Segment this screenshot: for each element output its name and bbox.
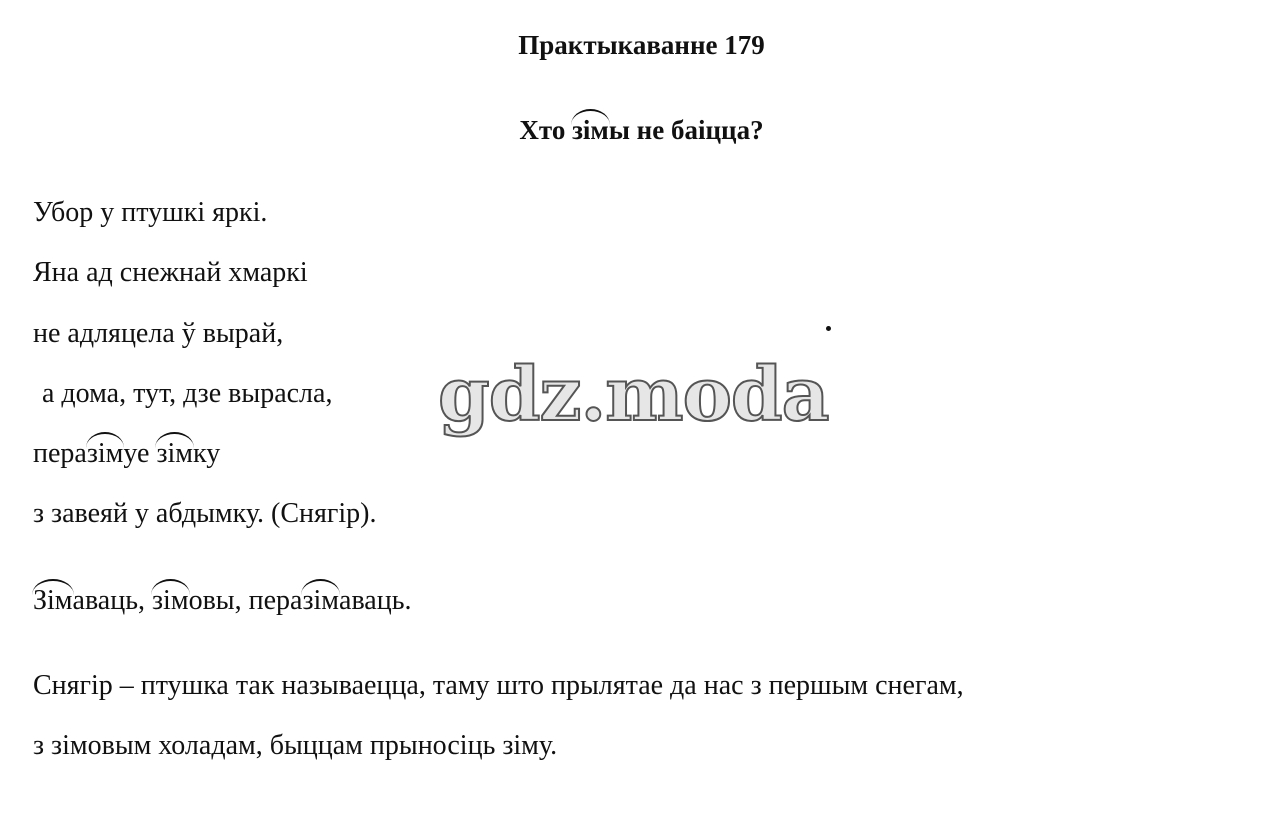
poem-line-5-e: ку [193,438,221,469]
word-list [33,585,411,617]
poem-line-5 [33,438,220,470]
word-2-rest: овы, [188,585,249,616]
root-arc: зім [152,585,189,616]
explanation-line-1: Снягір – птушка так называецца, таму што прылятае да нас з першым снегам, [33,670,964,701]
poem-title [0,115,1283,146]
poem-line-2: Яна ад снежнай хмаркі [33,257,308,288]
root-arc: зім [156,438,194,469]
root-arc: зім [302,585,340,616]
word-1-rest: аваць, [72,585,152,616]
poem-line-5-c: уе [123,438,157,469]
root-arc: Зім [33,585,73,616]
poem-line-1: Убор у птушкі яркі. [33,197,268,228]
poem-line-4: а дома, тут, дзе вырасла, [42,378,333,409]
page-title: Практыкаванне 179 [518,30,765,60]
stray-dot [826,326,831,331]
poem-title-pre: Хто [519,115,573,145]
root-arc: зім [572,115,609,145]
watermark-logo: gdz.moda [438,352,829,438]
poem-line-6: з завеяй у абдымку. (Снягір). [33,498,377,529]
poem-line-3: не адляцела ў вырай, [33,318,284,349]
poem-title-post: ы не баіцца? [608,115,764,145]
poem-line-5-a: пера [33,438,87,469]
word-3-pre: пера [248,585,303,616]
root-arc: зім [86,438,124,469]
word-3-rest: аваць. [339,585,412,616]
explanation-line-2: з зімовым холадам, быццам прыносіць зіму. [33,730,558,761]
